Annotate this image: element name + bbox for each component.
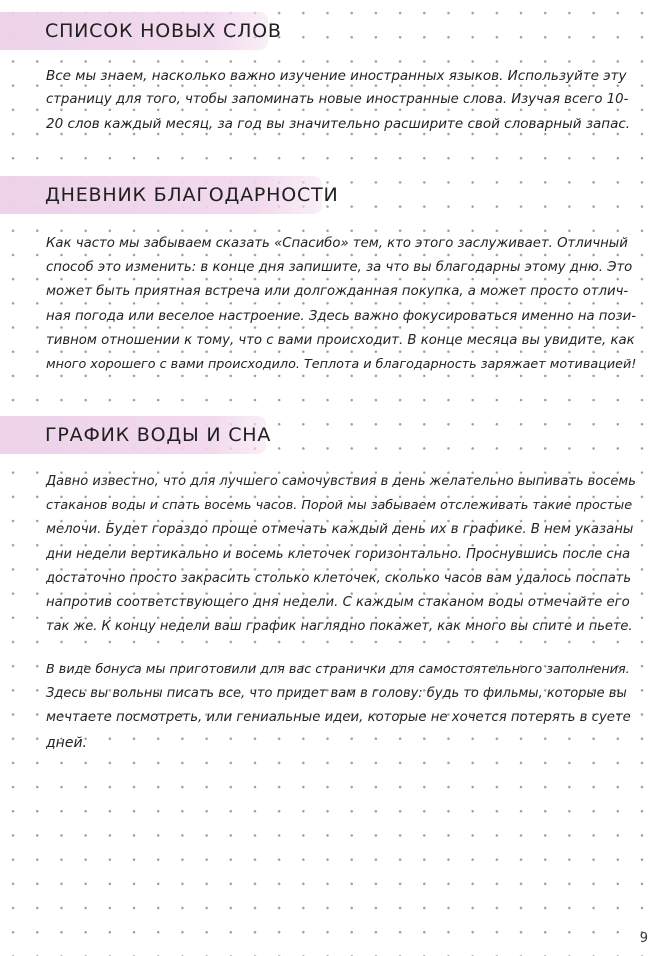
text-line: мечтаете посмотреть, или гениальные идеи, которые не хочется потерять в суете — [46, 710, 631, 726]
section-title: ДНЕВНИК БЛАГОДАРНОСТИ — [45, 184, 339, 206]
text-line: много хорошего с вами происходило. Теплота и благодарность заряжает мотивацией! — [46, 357, 637, 373]
text-line: Все мы знаем, насколько важно изучение иностранных языков. Используйте эту — [46, 68, 627, 84]
page-number: 9 — [639, 931, 648, 946]
text-line: может быть приятная встреча или долгожданная покупка, а может просто отлич- — [46, 284, 629, 300]
section-title: СПИСОК НОВЫХ СЛОВ — [45, 20, 282, 42]
text-line: Здесь вы вольны писать все, что придет вам в голову: будь то фильмы, которые вы — [46, 686, 627, 702]
text-line: Как часто мы забываем сказать «Спасибо» тем, кто этого заслуживает. Отличный — [46, 236, 628, 251]
text-line: способ это изменить: в конце дня запишите, за что вы благодарны этому дню. Это — [46, 260, 633, 276]
text-line: достаточно просто закрасить столько клеточек, сколько часов вам удалось поспать — [46, 570, 632, 586]
paragraph-bonus-pages — [46, 658, 636, 755]
text-line: ная погода или веселое настроение. Здесь важно фокусироваться именно на пози- — [46, 308, 637, 324]
paragraph-water-sleep-chart — [46, 470, 636, 639]
text-line: дней. — [46, 734, 87, 751]
paragraph-gratitude-diary — [46, 232, 636, 377]
text-line: Давно известно, что для лучшего самочувствия в день желательно выпивать восемь — [46, 474, 636, 489]
section-heading-water-sleep-chart — [0, 416, 272, 454]
paragraph-new-words — [46, 64, 636, 137]
text-line: мелочи. Будет гораздо проще отмечать каждый день их в графике. В нем указаны — [46, 522, 634, 538]
text-line: так же. К концу недели ваш график наглядно покажет, как много вы спите и пьете. — [46, 619, 633, 635]
text-line: напротив соответствующего дня недели. С каждым стаканом воды отмечайте его — [46, 595, 630, 611]
section-heading-gratitude-diary — [0, 176, 339, 214]
text-line: тивном отношении к тому, что с вами происходит. В конце месяца вы увидите, как — [46, 332, 635, 348]
text-line: 20 слов каждый месяц, за год вы значительно расширите свой словарный запас. — [46, 116, 631, 133]
section-heading-new-words — [0, 12, 282, 50]
text-line: стаканов воды и спать восемь часов. Порой мы забываем отслеживать такие простые — [46, 498, 633, 514]
text-line: страницу для того, чтобы запоминать новые иностранные слова. Изучая всего 10- — [46, 92, 629, 108]
text-line: В виде бонуса мы приготовили для вас странички для самостоятельного заполнения. — [46, 662, 630, 677]
text-line: дни недели вертикально и восемь клеточек горизонтально. Проснувшись после сна — [46, 546, 631, 562]
section-title: ГРАФИК ВОДЫ И СНА — [45, 424, 272, 446]
